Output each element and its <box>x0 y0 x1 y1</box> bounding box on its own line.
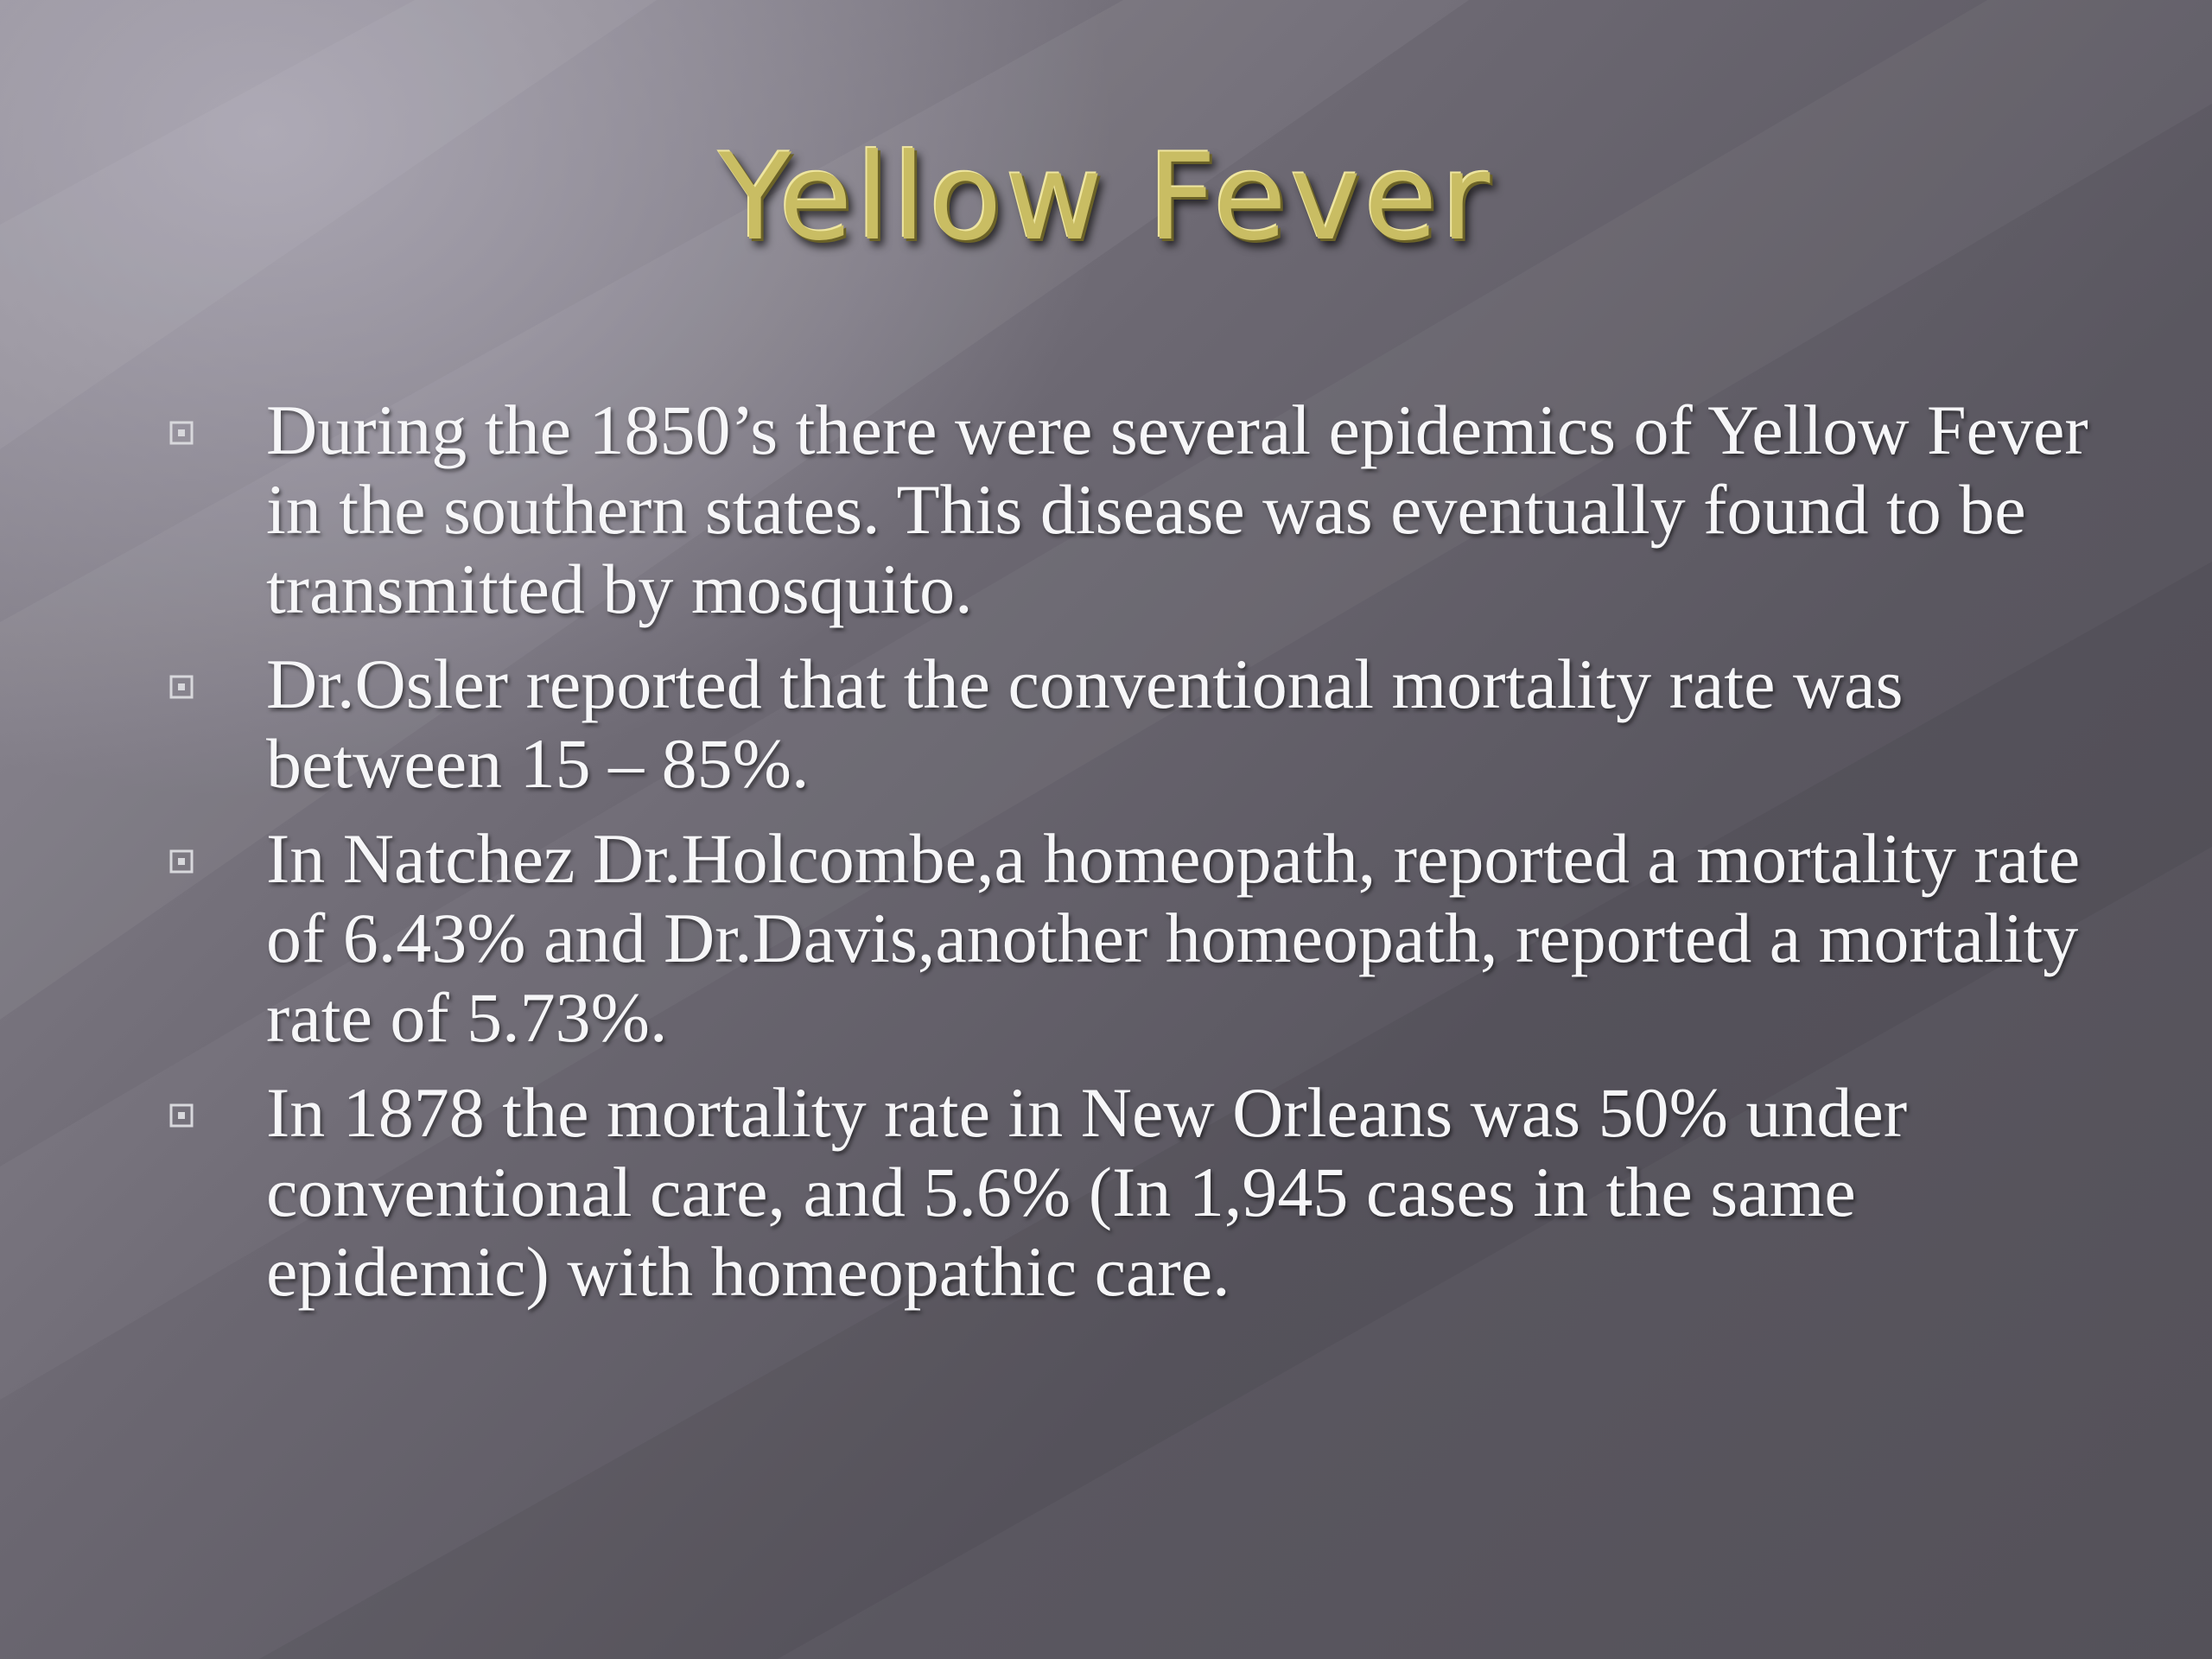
square-dot-bullet-icon <box>169 1103 194 1128</box>
bullet-text: During the 1850’s there were several epidemics of Yellow Fever in the southern states. This disease was eventually found to be transmitted by mosquito. <box>266 391 2088 628</box>
square-dot-bullet-icon <box>169 421 194 445</box>
bullet-text: In Natchez Dr.Holcombe,a homeopath, reported a mortality rate of 6.43% and Dr.Davis,another homeopath, reported a mortality rate of 5.73%. <box>266 819 2081 1057</box>
bullet-item <box>162 1073 2141 1312</box>
bullet-item <box>162 819 2141 1058</box>
bullet-text: In 1878 the mortality rate in New Orleans was 50% under conventional care, and 5.6% (In 1,945 cases in the same epidemic) with homeopathic care. <box>266 1073 1908 1311</box>
square-dot-bullet-icon <box>169 675 194 699</box>
bullet-item <box>162 391 2141 629</box>
square-dot-bullet-icon <box>169 849 194 874</box>
bullet-list <box>162 391 2141 1327</box>
slide-title: Yellow Fever <box>718 128 1494 267</box>
bullet-item <box>162 645 2141 804</box>
bullet-text: Dr.Osler reported that the conventional mortality rate was between 15 – 85%. <box>266 645 1904 803</box>
